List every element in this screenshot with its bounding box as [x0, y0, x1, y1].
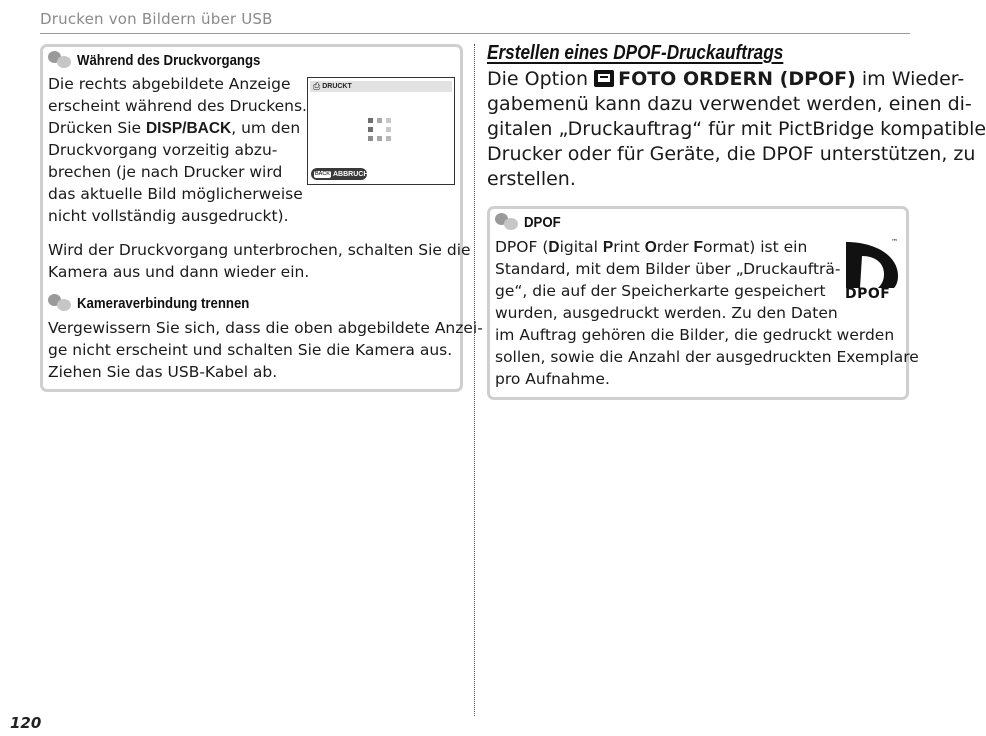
note-bubbles-icon — [47, 294, 73, 312]
camera-screen-illustration — [307, 77, 455, 185]
lcd-cancel-label: ABBRUCH — [332, 170, 369, 178]
interrupt-line: Wird der Druckvorgang unterbrochen, schalten Sie die — [48, 241, 471, 259]
dpof-note-header — [494, 213, 566, 231]
printer-icon: ⎙ — [313, 81, 321, 92]
disp-back-button-name: DISP/BACK — [145, 120, 232, 137]
dpof-trademark: ™ — [891, 238, 898, 246]
section-title: Erstellen eines DPOF-Druckauftrags — [487, 42, 784, 64]
line3-suffix: , um den — [231, 119, 301, 137]
disconnect-line: Vergewissern Sie sich, dass die oben abgebildete Anzei- — [48, 319, 483, 337]
dpof-line: wurden, ausgedruckt werden. Zu den Daten — [495, 304, 838, 322]
dpof-line: im Auftrag gehören die Bilder, die gedruckt werden — [495, 326, 895, 344]
dpof-logo-text: DPOF — [845, 286, 891, 302]
dpof-text: rder — [656, 238, 694, 256]
line1-suffix: im Wieder- — [855, 68, 965, 90]
column-divider — [474, 44, 475, 716]
dpof-line-1 — [495, 236, 807, 259]
print-order-icon — [594, 70, 614, 87]
busy-indicator-icon — [368, 118, 392, 142]
dpof-note-title: DPOF — [524, 213, 561, 231]
dpof-text: DPOF ( — [495, 238, 549, 256]
printing-note-line: Die rechts abgebildete Anzeige — [48, 75, 291, 93]
dpof-line: Standard, mit dem Bilder über „Druckaufträ- — [495, 260, 841, 278]
printing-note-line: brechen (je nach Drucker wird — [48, 163, 283, 181]
dpof-line: sollen, sowie die Anzahl der ausgedruckten Exemplare — [495, 348, 919, 366]
dpof-letter-f: F — [693, 239, 704, 256]
section-line: gitalen „Druckauftrag“ für mit PictBridge kompatible — [487, 118, 986, 140]
note-bubbles-icon — [47, 51, 73, 69]
dpof-letter-d: D — [548, 239, 560, 256]
section-line: erstellen. — [487, 168, 576, 190]
line3-prefix: Drücken Sie — [48, 119, 146, 137]
printing-note-line-3 — [48, 117, 300, 140]
line1-prefix: Die Option — [487, 68, 595, 90]
dpof-text: igital — [559, 238, 603, 256]
dpof-line: ge“, die auf der Speicherkarte gespeichert — [495, 282, 826, 300]
disconnect-line: Ziehen Sie das USB-Kabel ab. — [48, 363, 278, 381]
back-key-icon: BACK — [315, 170, 330, 177]
disconnect-note-title: Kameraverbindung trennen — [77, 294, 250, 312]
page-number: 120 — [10, 714, 42, 732]
page-header: Drucken von Bildern über USB — [40, 10, 273, 28]
lcd-cancel-hint — [311, 168, 367, 180]
dpof-text: rint — [613, 238, 645, 256]
printing-note-line: erscheint während des Druckens. — [48, 97, 307, 115]
dpof-letter-o: O — [644, 239, 657, 256]
printing-note-title: Während des Druckvorgangs — [77, 51, 261, 69]
dpof-line: pro Aufnahme. — [495, 370, 610, 388]
lcd-status-label: DRUCKT — [322, 83, 352, 90]
lcd-status-bar — [310, 81, 452, 92]
note-bubbles-icon — [494, 213, 520, 231]
section-line: gabemenü kann dazu verwendet werden, einen di- — [487, 93, 972, 115]
option-name: FOTO ORDERN (DPOF) — [618, 68, 856, 90]
printing-note-header — [47, 51, 285, 69]
disconnect-note-header — [47, 294, 273, 312]
interrupt-line: Kamera aus und dann wieder ein. — [48, 263, 310, 281]
section-line: Drucker oder für Geräte, die DPOF unterstützen, zu — [487, 143, 976, 165]
printing-note-line: nicht vollständig ausgedruckt). — [48, 207, 289, 225]
printing-note-line: Druckvorgang vorzeitig abzu- — [48, 141, 278, 159]
header-rule — [40, 33, 910, 34]
disconnect-line: ge nicht erscheint und schalten Sie die Kamera aus. — [48, 341, 453, 359]
printing-note-line: das aktuelle Bild möglicherweise — [48, 185, 303, 203]
dpof-letter-p: P — [602, 239, 614, 256]
dpof-text: ormat) ist ein — [703, 238, 808, 256]
section-line-1 — [487, 67, 964, 92]
